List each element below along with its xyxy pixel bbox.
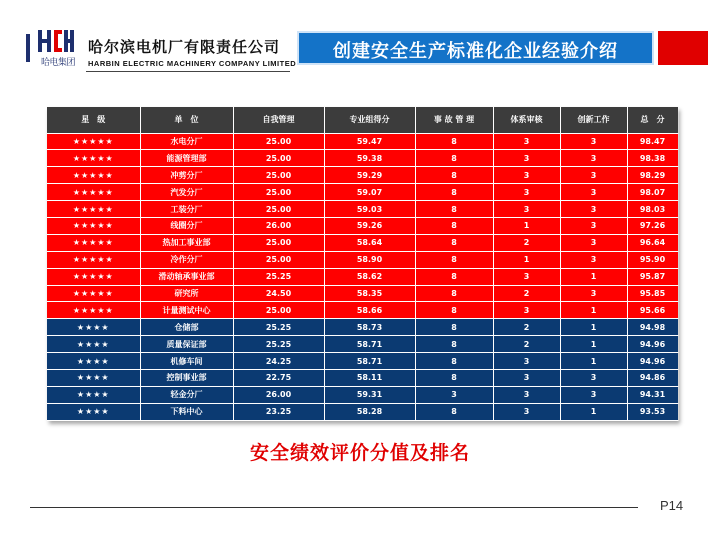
score-cell: 1: [493, 251, 560, 268]
unit-name-cell: 计量测试中心: [140, 302, 233, 319]
score-cell: 58.11: [324, 369, 415, 386]
score-cell: 98.07: [627, 184, 678, 201]
table-row: [47, 336, 678, 353]
star-rating-cell: ★★★★: [47, 319, 140, 336]
score-cell: 24.50: [233, 285, 324, 302]
score-cell: 58.73: [324, 319, 415, 336]
star-rating-cell: ★★★★: [47, 386, 140, 403]
slide-title: 创建安全生产标准化企业经验介绍: [333, 41, 618, 62]
score-cell: 24.25: [233, 353, 324, 370]
score-cell: 3: [493, 369, 560, 386]
unit-name-cell: 滑动轴承事业部: [140, 268, 233, 285]
score-cell: 58.71: [324, 353, 415, 370]
score-cell: 25.00: [233, 133, 324, 150]
table-row: [47, 353, 678, 370]
column-header: 星 级: [47, 107, 140, 133]
score-cell: 8: [415, 217, 493, 234]
score-cell: 3: [493, 167, 560, 184]
unit-name-cell: 冲剪分厂: [140, 167, 233, 184]
column-header: 总 分: [627, 107, 678, 133]
score-cell: 3: [560, 285, 627, 302]
score-cell: 25.00: [233, 167, 324, 184]
score-cell: 3: [560, 150, 627, 167]
score-cell: 3: [560, 133, 627, 150]
score-cell: 3: [415, 386, 493, 403]
score-cell: 3: [493, 386, 560, 403]
star-rating-cell: ★★★★★: [47, 184, 140, 201]
logo-accent-bar: [26, 34, 30, 62]
unit-name-cell: 冷作分厂: [140, 251, 233, 268]
score-cell: 3: [560, 369, 627, 386]
score-cell: 58.90: [324, 251, 415, 268]
score-cell: 3: [560, 251, 627, 268]
score-cell: 59.07: [324, 184, 415, 201]
score-cell: 98.38: [627, 150, 678, 167]
header-divider: [86, 71, 290, 72]
score-cell: 8: [415, 150, 493, 167]
unit-name-cell: 工装分厂: [140, 201, 233, 218]
score-cell: 1: [560, 353, 627, 370]
score-cell: 96.64: [627, 234, 678, 251]
table-row: [47, 319, 678, 336]
company-name-cn: 哈尔滨电机厂有限责任公司: [88, 38, 281, 56]
score-cell: 26.00: [233, 217, 324, 234]
star-rating-cell: ★★★★★: [47, 201, 140, 218]
score-cell: 8: [415, 285, 493, 302]
score-cell: 2: [493, 234, 560, 251]
table-row: [47, 369, 678, 386]
company-logo: [38, 30, 78, 70]
score-table-container: [47, 107, 678, 421]
star-rating-cell: ★★★★★: [47, 217, 140, 234]
score-cell: 59.26: [324, 217, 415, 234]
table-row: [47, 234, 678, 251]
star-rating-cell: ★★★★★: [47, 251, 140, 268]
table-row: [47, 184, 678, 201]
score-cell: 3: [493, 184, 560, 201]
score-cell: 58.62: [324, 268, 415, 285]
score-cell: 8: [415, 302, 493, 319]
column-header: 事 故 管 理: [415, 107, 493, 133]
score-cell: 97.26: [627, 217, 678, 234]
unit-name-cell: 下料中心: [140, 403, 233, 420]
score-cell: 94.96: [627, 353, 678, 370]
unit-name-cell: 机修车间: [140, 353, 233, 370]
unit-name-cell: 线圈分厂: [140, 217, 233, 234]
score-cell: 95.66: [627, 302, 678, 319]
score-cell: 59.29: [324, 167, 415, 184]
score-cell: 3: [493, 403, 560, 420]
logo-subtitle: 哈电集团: [40, 58, 75, 68]
score-cell: 1: [560, 336, 627, 353]
star-rating-cell: ★★★★★: [47, 285, 140, 302]
unit-name-cell: 研究所: [140, 285, 233, 302]
table-row: [47, 285, 678, 302]
unit-name-cell: 仓储部: [140, 319, 233, 336]
score-cell: 95.85: [627, 285, 678, 302]
score-cell: 98.47: [627, 133, 678, 150]
score-cell: 25.00: [233, 234, 324, 251]
unit-name-cell: 轻金分厂: [140, 386, 233, 403]
score-cell: 3: [493, 133, 560, 150]
score-table: [47, 107, 679, 421]
score-cell: 59.38: [324, 150, 415, 167]
score-cell: 58.28: [324, 403, 415, 420]
table-row: [47, 133, 678, 150]
title-accent-block: [658, 31, 708, 65]
score-cell: 25.00: [233, 184, 324, 201]
score-cell: 25.00: [233, 150, 324, 167]
score-cell: 1: [560, 268, 627, 285]
table-row: [47, 167, 678, 184]
score-cell: 8: [415, 184, 493, 201]
star-rating-cell: ★★★★: [47, 403, 140, 420]
score-cell: 25.00: [233, 302, 324, 319]
score-cell: 3: [493, 302, 560, 319]
column-header: 创新工作: [560, 107, 627, 133]
star-rating-cell: ★★★★: [47, 353, 140, 370]
score-cell: 8: [415, 167, 493, 184]
score-cell: 1: [560, 302, 627, 319]
score-cell: 25.00: [233, 251, 324, 268]
footer-divider: [30, 507, 638, 508]
score-cell: 3: [560, 386, 627, 403]
score-cell: 8: [415, 234, 493, 251]
column-header: 自我管理: [233, 107, 324, 133]
star-rating-cell: ★★★★: [47, 369, 140, 386]
score-cell: 3: [560, 217, 627, 234]
column-header: 单 位: [140, 107, 233, 133]
score-cell: 25.25: [233, 319, 324, 336]
score-cell: 25.25: [233, 268, 324, 285]
star-rating-cell: ★★★★: [47, 336, 140, 353]
star-rating-cell: ★★★★★: [47, 268, 140, 285]
unit-name-cell: 能源管理部: [140, 150, 233, 167]
score-cell: 2: [493, 319, 560, 336]
score-cell: 94.31: [627, 386, 678, 403]
score-cell: 58.64: [324, 234, 415, 251]
score-cell: 98.29: [627, 167, 678, 184]
score-cell: 2: [493, 285, 560, 302]
table-row: [47, 150, 678, 167]
score-cell: 1: [560, 403, 627, 420]
score-cell: 8: [415, 251, 493, 268]
score-cell: 95.87: [627, 268, 678, 285]
score-cell: 8: [415, 336, 493, 353]
unit-name-cell: 热加工事业部: [140, 234, 233, 251]
table-row: [47, 403, 678, 420]
score-cell: 94.96: [627, 336, 678, 353]
score-cell: 1: [493, 217, 560, 234]
column-header: 专业组得分: [324, 107, 415, 133]
star-rating-cell: ★★★★★: [47, 234, 140, 251]
score-cell: 8: [415, 403, 493, 420]
score-cell: 98.03: [627, 201, 678, 218]
score-cell: 8: [415, 201, 493, 218]
table-row: [47, 201, 678, 218]
slide-title-bar: [297, 31, 654, 65]
table-row: [47, 268, 678, 285]
table-header-row: [47, 107, 678, 133]
company-name-en: HARBIN ELECTRIC MACHINERY COMPANY LIMITED: [88, 59, 297, 68]
star-rating-cell: ★★★★★: [47, 302, 140, 319]
score-cell: 3: [560, 234, 627, 251]
score-cell: 94.98: [627, 319, 678, 336]
score-cell: 8: [415, 133, 493, 150]
score-cell: 59.03: [324, 201, 415, 218]
score-cell: 26.00: [233, 386, 324, 403]
score-cell: 25.25: [233, 336, 324, 353]
table-row: [47, 302, 678, 319]
star-rating-cell: ★★★★★: [47, 150, 140, 167]
column-header: 体系审核: [493, 107, 560, 133]
score-cell: 3: [493, 353, 560, 370]
score-cell: 3: [493, 268, 560, 285]
star-rating-cell: ★★★★★: [47, 133, 140, 150]
score-cell: 8: [415, 369, 493, 386]
unit-name-cell: 水电分厂: [140, 133, 233, 150]
table-row: [47, 386, 678, 403]
score-cell: 95.90: [627, 251, 678, 268]
score-cell: 93.53: [627, 403, 678, 420]
score-cell: 25.00: [233, 201, 324, 218]
page-number: P14: [660, 498, 684, 513]
unit-name-cell: 控制事业部: [140, 369, 233, 386]
score-cell: 3: [560, 184, 627, 201]
table-row: [47, 251, 678, 268]
score-cell: 58.66: [324, 302, 415, 319]
unit-name-cell: 汽发分厂: [140, 184, 233, 201]
score-cell: 2: [493, 336, 560, 353]
score-cell: 3: [493, 150, 560, 167]
score-cell: 8: [415, 319, 493, 336]
score-cell: 3: [560, 201, 627, 218]
star-rating-cell: ★★★★★: [47, 167, 140, 184]
score-cell: 8: [415, 353, 493, 370]
score-cell: 58.71: [324, 336, 415, 353]
unit-name-cell: 质量保证部: [140, 336, 233, 353]
score-cell: 1: [560, 319, 627, 336]
table-row: [47, 217, 678, 234]
score-cell: 3: [493, 201, 560, 218]
score-cell: 58.35: [324, 285, 415, 302]
score-cell: 59.47: [324, 133, 415, 150]
score-cell: 94.86: [627, 369, 678, 386]
score-cell: 22.75: [233, 369, 324, 386]
harbin-electric-logo-icon: [38, 30, 74, 52]
score-cell: 3: [560, 167, 627, 184]
table-caption: 安全绩效评价分值及排名: [249, 442, 470, 464]
score-cell: 59.31: [324, 386, 415, 403]
score-cell: 23.25: [233, 403, 324, 420]
score-cell: 8: [415, 268, 493, 285]
